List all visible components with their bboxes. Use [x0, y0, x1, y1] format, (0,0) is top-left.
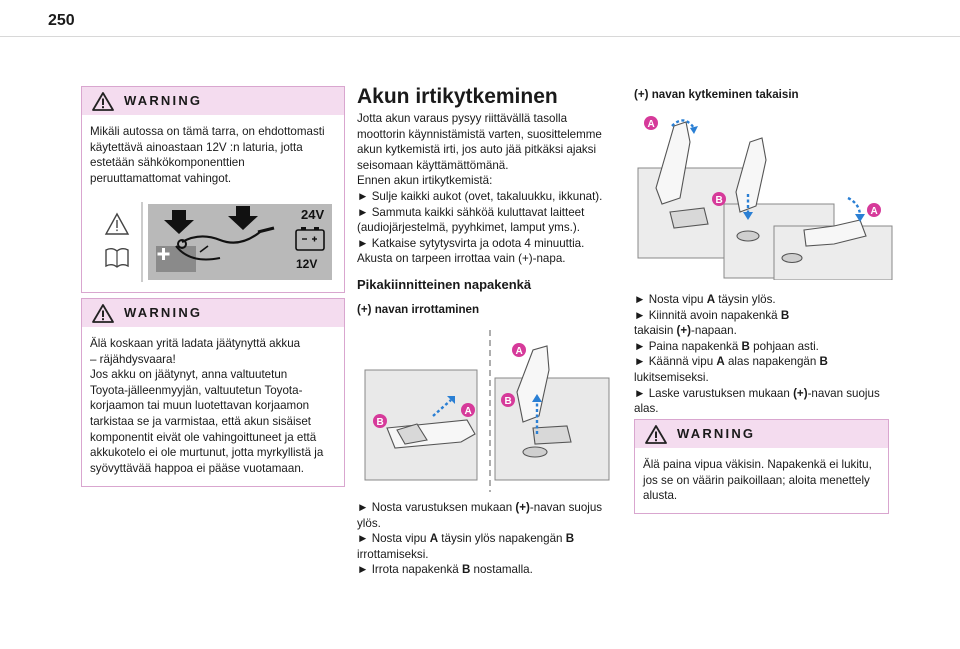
- warning-header: [635, 420, 888, 448]
- warning-box-lever: [634, 419, 889, 514]
- svg-text:A: A: [870, 206, 878, 217]
- header-divider: [0, 36, 960, 37]
- warning-box-frozen-battery: [81, 298, 345, 487]
- label-b-2: [501, 393, 515, 407]
- svg-text:A: A: [464, 406, 472, 417]
- label-a-4: [867, 203, 881, 217]
- warning-triangle-icon: [92, 304, 114, 323]
- warning-title: WARNING: [677, 426, 756, 441]
- terminal-removal-figure: [357, 330, 617, 492]
- charger-label-figure: [90, 202, 336, 282]
- svg-text:B: B: [504, 396, 512, 407]
- intro-text: Jotta akun varaus pysyy riittävällä tasolla moottorin käynnistämistä varten, suosittelemme akun kytkemistä irti, jos auto jää pitkäksi ajaksi seisomaan käyttämättömänä. Ennen akun irtikytkemistä: ► Sulje kaikki aukot (ovet, takaluukku, ikkunat). ► Sammuta kaikki sähköä kuluttavat laitteet (audiojärjestelmä, pyyhkimet, lamput yms.). ► Katkaise sytytysvirta ja odota 4 minuuttia. Akusta on tarpeen irrottaa vain (+)-napa.: [357, 112, 603, 266]
- label-a-3: [644, 116, 658, 130]
- label-12v: 12V: [296, 257, 318, 272]
- page-number: 250: [48, 12, 75, 29]
- warning-title: WARNING: [124, 93, 203, 108]
- warning-header: [82, 299, 344, 327]
- warning-triangle-icon: [645, 425, 667, 444]
- warning-box-charger: [81, 86, 345, 293]
- svg-text:A: A: [515, 346, 523, 357]
- warning-text: Älä koskaan yritä ladata jäätynyttä akkua – räjähdysvaara! Jos akku on jäätynyt, anna valtuutetun Toyota-jälleenmyyjän, valtuutetun Toyota- korjaamon tai muun luotettavan korjaamon tarkistaa se ja varmistaa, että akun sisäiset komponentit eivät ole vahingoittuneet ja että akkukotelo ei ole murtunut, jotta myrkyllistä ja syövyttävää happoa ei pääse vuotamaan.: [90, 337, 324, 475]
- remove-terminal-heading: (+) navan irrottaminen: [357, 303, 480, 316]
- terminal-reconnect-figure: [634, 108, 896, 280]
- reconnect-heading: (+) navan kytkeminen takaisin: [634, 88, 799, 101]
- reconnect-steps: ► Nosta vipu A täysin ylös. ► Kiinnitä avoin napakenkä B takaisin (+)-napaan. ► Paina napakenkä B pohjaan asti. ► Käännä vipu A alas napakengän B lukitsemiseksi. ► Laske varustuksen mukaan (+)-navan suojus alas.: [634, 293, 880, 416]
- warning-text: Älä paina vipua väkisin. Napakenkä ei lukitu, jos se on väärin paikoillaan; aloita menettely alusta.: [643, 458, 872, 503]
- label-a-2: [512, 343, 526, 357]
- warning-triangle-icon: [92, 92, 114, 111]
- section-title: Akun irtikytkeminen: [357, 85, 558, 108]
- label-a-1: [461, 403, 475, 417]
- label-b-1: [373, 414, 387, 428]
- remove-steps: ► Nosta varustuksen mukaan (+)-navan suojus ylös. ► Nosta vipu A täysin ylös napakengän B irrottamiseksi. ► Irrota napakenkä B nostamalla.: [357, 501, 603, 577]
- label-24v: 24V: [301, 207, 325, 223]
- warning-text: Mikäli autossa on tämä tarra, on ehdottomasti käytettävä ainoastaan 12V :n laturia, jotta estetään sähkökomponenttien peruuttamattomat vahingot.: [90, 125, 325, 185]
- warning-header: [82, 87, 344, 115]
- warning-title: WARNING: [124, 305, 203, 320]
- svg-text:B: B: [715, 195, 723, 206]
- quick-terminal-heading: Pikakiinnitteinen napakenkä: [357, 277, 532, 292]
- svg-text:A: A: [647, 119, 655, 130]
- label-b-3: [712, 192, 726, 206]
- svg-text:B: B: [376, 417, 384, 428]
